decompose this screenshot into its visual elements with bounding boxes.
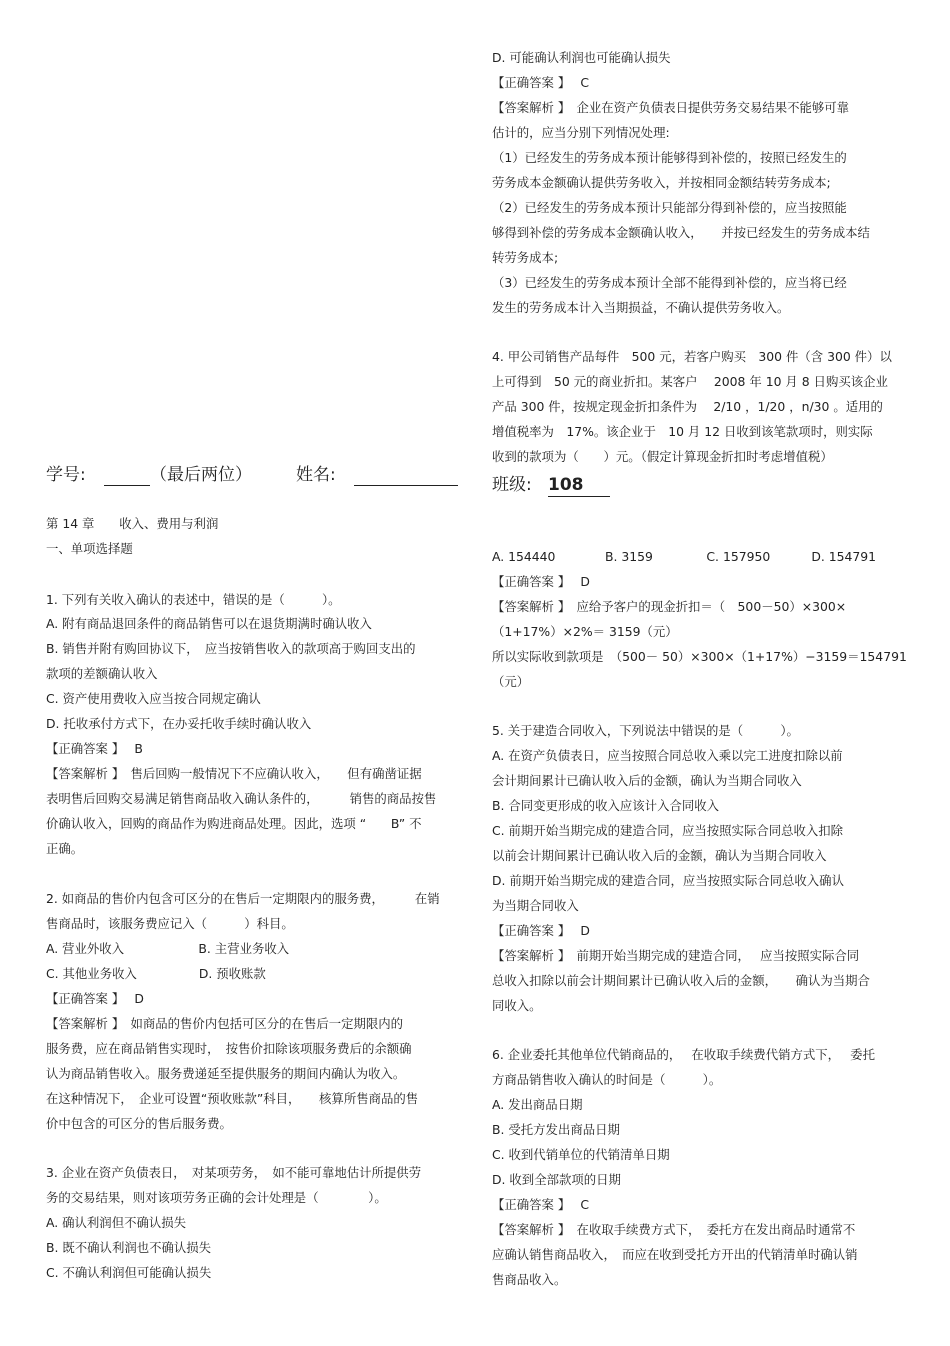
q3-explanation-line: 劳务成本金额确认提供劳务收入，并按相同金额结转劳务成本; [492,175,831,190]
q4-answer: 【正确答案 】 D [492,574,590,589]
q3-option-c: C. 不确认利润但可能确认损失 [46,1265,212,1280]
q3-stem-line: 务的交易结果，则对该项劳务正确的会计处理是（ ）。 [46,1190,387,1205]
q4-stem-line: 4. 甲公司销售产品每件 500 元，若客户购买 300 件（含 300 件）以 [492,349,892,364]
q4-stem-line: 收到的款项为（ ）元。（假定计算现金折扣时考虑增值税） [492,449,833,464]
q3-explanation-line: （1）已经发生的劳务成本预计能够得到补偿的，按照已经发生的 [492,150,847,165]
q3-explanation-line: 估计的，应当分别下列情况处理: [492,125,670,140]
q2-explanation-line: 价中包含的可区分的售后服务费。 [46,1116,232,1131]
q2-explanation-line: 【答案解析 】 如商品的售价内包括可区分的在售后一定期限内的 [46,1016,404,1031]
q3-option-b: B. 既不确认利润也不确认损失 [46,1240,212,1255]
q6-option-a: A. 发出商品日期 [492,1097,583,1112]
q1-explanation-line: 表明售后回购交易满足销售商品收入确认条件的， 销售的商品按售 [46,791,437,806]
q3-answer: 【正确答案 】 C [492,75,590,90]
q2-options-cd: C. 其他业务收入 D. 预收账款 [46,966,266,981]
q5-option-d: D. 前期开始当期完成的建造合同，应当按照实际合同总收入确认 [492,873,844,888]
q1-option-b-cont: 款项的差额确认收入 [46,666,158,681]
q6-explanation-line: 【答案解析 】 在收取手续费方式下， 委托方在发出商品时通常不 [492,1222,856,1237]
q2-answer: 【正确答案 】 D [46,991,144,1006]
q6-stem-line: 方商品销售收入确认的时间是（ ）。 [492,1072,722,1087]
name-label: 姓名: [296,465,336,485]
q3-explanation-line: 【答案解析 】 企业在资产负债表日提供劳务交易结果不能够可靠 [492,100,850,115]
q1-explanation-line: 正确。 [46,841,84,856]
q3-stem-line: 3. 企业在资产负债表日， 对某项劳务， 如不能可靠地估计所提供劳 [46,1165,422,1180]
q5-option-c: C. 前期开始当期完成的建造合同，应当按照实际合同总收入扣除 [492,823,844,838]
q6-answer: 【正确答案 】 C [492,1197,590,1212]
q1-answer: 【正确答案 】 B [46,741,143,756]
class-value: 108 [548,474,610,497]
q5-explanation-line: 同收入。 [492,998,542,1013]
student-id-field[interactable] [104,467,150,486]
q1-option-b: B. 销售并附有购回协议下， 应当按销售收入的款项高于购回支出的 [46,641,416,656]
q1-option-a: A. 附有商品退回条件的商品销售可以在退货期满时确认收入 [46,616,372,631]
student-id-note: （最后两位） [150,465,252,485]
q1-option-d: D. 托收承付方式下，在办妥托收手续时确认收入 [46,716,312,731]
chapter-title: 第 14 章 收入、费用与利润 [46,516,219,531]
q2-options-ab: A. 营业外收入 B. 主营业务收入 [46,941,290,956]
q5-option-d-cont: 为当期合同收入 [492,898,579,913]
q5-option-b: B. 合同变更形成的收入应该计入合同收入 [492,798,720,813]
q6-option-d: D. 收到全部款项的日期 [492,1172,621,1187]
q4-explanation-line: 所以实际收到款项是 （500－ 50）×300×（1+17%）−3159＝154791 [492,649,907,664]
q4-stem-line: 上可得到 50 元的商业折扣。某客户 2008 年 10 月 8 日购买该企业 [492,374,888,389]
q3-explanation-line: （2）已经发生的劳务成本预计只能部分得到补偿的，应当按照能 [492,200,847,215]
q3-option-a: A. 确认利润但不确认损失 [46,1215,187,1230]
q2-stem-line: 2. 如商品的售价内包含可区分的在售后一定期限内的服务费， 在销 [46,891,440,906]
q6-stem-line: 6. 企业委托其他单位代销商品的， 在收取手续费代销方式下， 委托 [492,1047,875,1062]
q4-stem-line: 产品 300 件，按规定现金折扣条件为 2/10 ，1/20 ，n/30 。适用的 [492,399,883,414]
q3-explanation-line: （3）已经发生的劳务成本预计全部不能得到补偿的，应当将已经 [492,275,847,290]
q3-explanation-line: 转劳务成本; [492,250,559,265]
q4-explanation-line: （1+17%）×2%＝ 3159（元） [492,624,678,639]
q4-explanation-line: （元） [492,674,530,689]
section-title: 一、单项选择题 [46,541,133,556]
q5-stem-line: 5. 关于建造合同收入，下列说法中错误的是（ ）。 [492,723,799,738]
q6-option-b: B. 受托方发出商品日期 [492,1122,620,1137]
q5-explanation-line: 【答案解析 】 前期开始当期完成的建造合同， 应当按照实际合同 [492,948,860,963]
q6-explanation-line: 售商品收入。 [492,1272,567,1287]
q5-option-c-cont: 以前会计期间累计已确认收入后的金额，确认为当期合同收入 [492,848,827,863]
q2-stem-line: 售商品时，该服务费应记入（ ）科目。 [46,916,294,931]
class-label: 班级: [492,475,532,495]
q6-explanation-line: 应确认销售商品收入， 而应在收到受托方开出的代销清单时确认销 [492,1247,858,1262]
q4-explanation-line: 【答案解析 】 应给予客户的现金折扣＝（ 500－50）×300× [492,599,847,614]
q1-explanation-line: 【答案解析 】 售后回购一般情况下不应确认收入， 但有确凿证据 [46,766,422,781]
q5-option-a: A. 在资产负债表日，应当按照合同总收入乘以完工进度扣除以前 [492,748,843,763]
q4-stem-line: 增值税率为 17%。该企业于 10 月 12 日收到该笔款项时，则实际 [492,424,873,439]
q1-explanation-line: 价确认收入，回购的商品作为购进商品处理。因此，选项 “ B” 不 [46,816,422,831]
q3-explanation-line: 发生的劳务成本计入当期损益，不确认提供劳务收入。 [492,300,790,315]
q2-explanation-line: 服务费，应在商品销售实现时， 按售价扣除该项服务费后的余额确 [46,1041,412,1056]
q5-explanation-line: 总收入扣除以前会计期间累计已确认收入后的金额， 确认为当期合 [492,973,870,988]
q5-option-a-cont: 会计期间累计已确认收入后的金额，确认为当期合同收入 [492,773,802,788]
student-id-label: 学号: [46,465,86,485]
q3-explanation-line: 够得到补偿的劳务成本金额确认收入， 并按已经发生的劳务成本结 [492,225,870,240]
name-field[interactable] [354,467,458,486]
q1-stem-line: 1. 下列有关收入确认的表述中，错误的是（ ）。 [46,592,341,607]
q3-option-d: D. 可能确认利润也可能确认损失 [492,50,671,65]
q1-option-c: C. 资产使用费收入应当按合同规定确认 [46,691,261,706]
q4-options: A. 154440 B. 3159 C. 157950 D. 154791 [492,549,877,564]
q5-answer: 【正确答案 】 D [492,923,590,938]
q2-explanation-line: 在这种情况下， 企业可设置“预收账款”科目， 核算所售商品的售 [46,1091,419,1106]
q6-option-c: C. 收到代销单位的代销清单日期 [492,1147,670,1162]
q2-explanation-line: 认为商品销售收入。服务费递延至提供服务的期间内确认为收入。 [46,1066,406,1081]
